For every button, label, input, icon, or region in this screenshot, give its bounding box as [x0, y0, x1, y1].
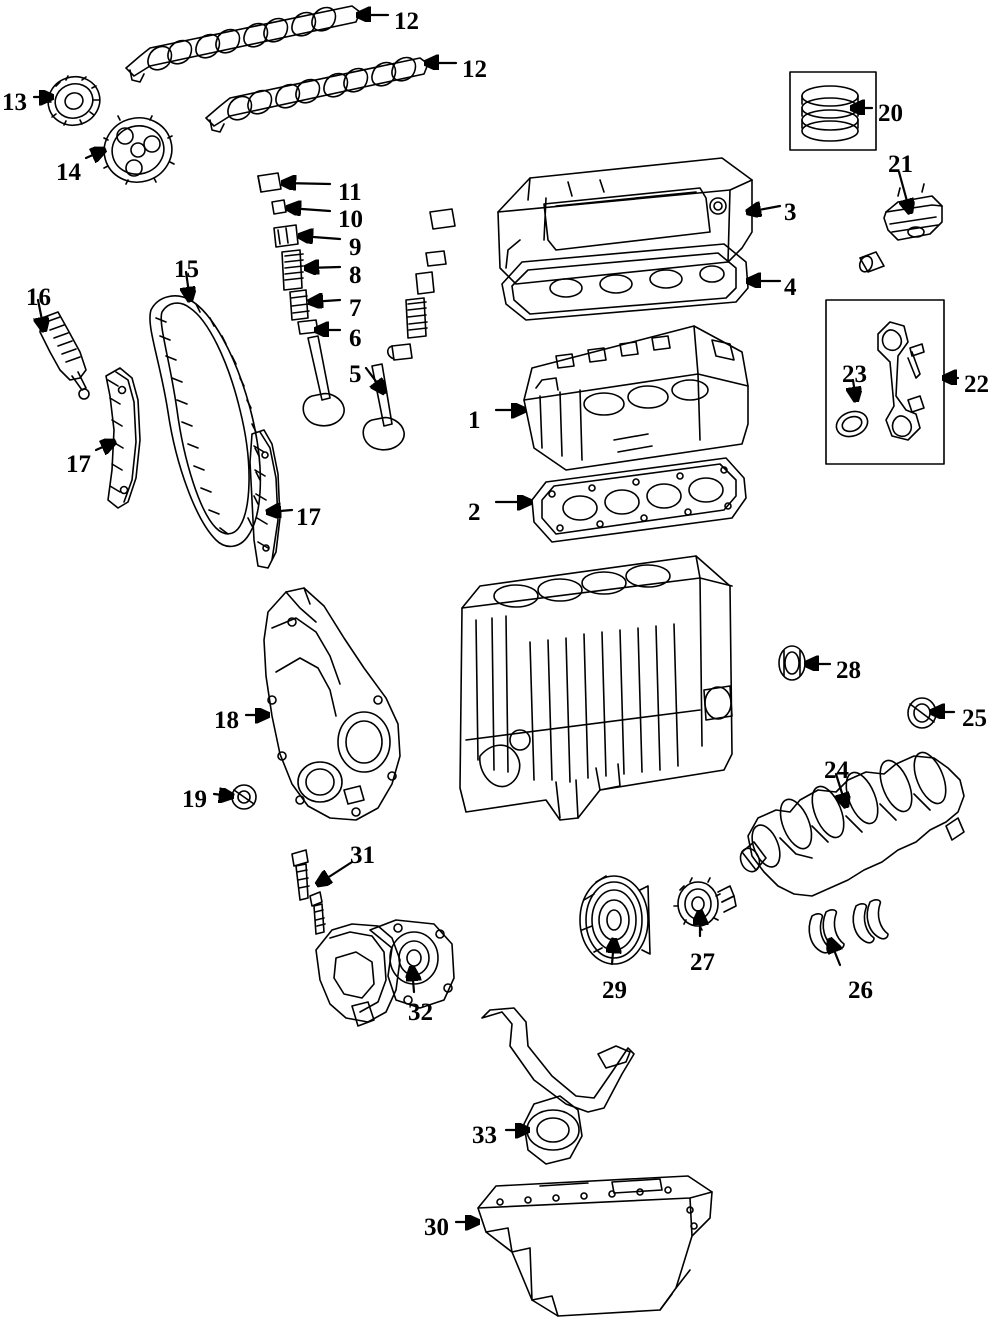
callout-12-camshaft-exhaust[interactable]: 12	[394, 8, 419, 35]
oil-pump-bolts-shape	[292, 850, 325, 934]
callout-3-valve-cover[interactable]: 3	[784, 199, 797, 226]
callout-17-chain-guide-left[interactable]: 17	[66, 451, 91, 478]
leader-line-19-crankshaft-front-seal	[214, 794, 232, 796]
cylinder-head-gasket-shape	[532, 458, 746, 542]
piston-shape	[858, 184, 942, 274]
callout-26-main-bearings[interactable]: 26	[848, 977, 873, 1004]
callout-13-camshaft-sprocket[interactable]: 13	[2, 89, 27, 116]
valve-spring-retainer-left-shape	[298, 320, 318, 334]
callout-29-crankshaft-pulley[interactable]: 29	[602, 977, 627, 1004]
leader-line-21-piston	[899, 172, 910, 212]
valve-spring-left-shape	[290, 290, 309, 320]
camshaft-exhaust-shape	[126, 6, 360, 82]
callout-5-intake-valve[interactable]: 5	[349, 361, 362, 388]
valve-keeper-right-shape	[426, 251, 446, 266]
leader-line-10-valve-keeper	[288, 208, 330, 211]
valve-guide-right-shape	[406, 298, 427, 338]
valve-guide-left-shape	[282, 250, 303, 290]
leader-line-14-camshaft-sprocket-vvt	[86, 150, 104, 158]
callout-23-connecting-rod-bearing[interactable]: 23	[842, 361, 867, 388]
callout-7-valve-spring[interactable]: 7	[349, 295, 362, 322]
valve-lifter-shim-right-shape	[430, 209, 455, 229]
oil-pump-pickup-tube-shape	[482, 1008, 634, 1164]
cylinder-head-shape	[524, 326, 748, 470]
callout-28-camshaft-plug[interactable]: 28	[836, 657, 861, 684]
crankshaft-front-seal-shape	[232, 785, 256, 809]
piston-rings-shape	[790, 72, 876, 150]
leader-line-5-intake-valve	[366, 368, 384, 392]
callout-22-connecting-rod-assembly[interactable]: 22	[964, 371, 989, 398]
valve-cover-shape	[498, 158, 752, 284]
callout-31-oil-pump-bolts[interactable]: 31	[350, 842, 375, 869]
leader-line-7-valve-spring	[310, 300, 340, 302]
leader-line-29-crankshaft-pulley	[612, 940, 614, 964]
camshaft-sprocket-shape	[42, 70, 106, 132]
engine-block-shape	[460, 556, 732, 820]
leader-line-8-valve-guide	[306, 267, 340, 268]
crankshaft-shape	[737, 748, 964, 896]
callout-14-camshaft-sprocket-vvt[interactable]: 14	[56, 159, 81, 186]
intake-valve-left-shape	[303, 336, 344, 426]
leader-line-26-main-bearings	[830, 940, 840, 965]
callout-15-timing-chain[interactable]: 15	[174, 256, 199, 283]
valve-keeper-left-shape	[272, 200, 286, 214]
camshaft-plug-shape	[779, 646, 805, 680]
camshaft-sprocket-vvt-shape	[96, 110, 179, 190]
valve-spring-retainer-right-shape	[388, 344, 412, 360]
oil-pump-shape	[316, 920, 454, 1026]
crankshaft-pulley-shape	[580, 876, 650, 964]
valve-seal-left-shape	[274, 225, 298, 247]
callout-8-valve-guide[interactable]: 8	[349, 262, 362, 289]
oil-pan-shape	[478, 1176, 712, 1316]
leader-line-32-oil-pump	[412, 968, 414, 992]
callout-19-crankshaft-front-seal[interactable]: 19	[182, 786, 207, 813]
timing-chain-shape	[150, 296, 260, 546]
chain-guide-right-shape	[250, 430, 280, 568]
main-bearings-shape	[809, 900, 888, 953]
callout-24-crankshaft[interactable]: 24	[824, 757, 849, 784]
callout-21-piston[interactable]: 21	[888, 151, 913, 178]
leader-line-9-valve-seal	[300, 236, 340, 239]
valve-seal-right-shape	[416, 272, 434, 294]
valve-lifter-shim-left-shape	[258, 173, 281, 192]
callout-16-chain-tensioner[interactable]: 16	[26, 284, 51, 311]
callout-32-oil-pump[interactable]: 32	[408, 999, 433, 1026]
leader-line-17-chain-guide-left	[96, 442, 114, 450]
chain-guide-left-shape	[106, 368, 140, 508]
callout-10-valve-keeper[interactable]: 10	[338, 206, 363, 233]
callout-6-valve-spring-retainer[interactable]: 6	[349, 325, 362, 352]
callout-4-valve-cover-gasket[interactable]: 4	[784, 274, 797, 301]
timing-chain-cover-shape	[264, 588, 400, 820]
callout-1-cylinder-head[interactable]: 1	[468, 407, 481, 434]
callout-25-crankshaft-rear-seal[interactable]: 25	[962, 705, 987, 732]
crankshaft-timing-sprocket-shape	[674, 878, 736, 930]
callout-2-cylinder-head-gasket[interactable]: 2	[468, 499, 481, 526]
leader-line-17-chain-guide-right	[268, 510, 292, 512]
callout-17-chain-guide-right[interactable]: 17	[296, 504, 321, 531]
callout-9-valve-seal[interactable]: 9	[349, 234, 362, 261]
exhaust-valve-right-shape	[363, 364, 404, 450]
callout-33-oil-pump-pickup-tube[interactable]: 33	[472, 1122, 497, 1149]
leader-line-11-valve-lifter-shim	[283, 183, 330, 184]
callout-12-camshaft-intake[interactable]: 12	[462, 56, 487, 83]
callout-27-crankshaft-timing-sprocket[interactable]: 27	[690, 949, 715, 976]
callout-18-timing-chain-cover[interactable]: 18	[214, 707, 239, 734]
leader-line-31-oil-pump-bolts	[318, 862, 352, 884]
callout-30-oil-pan[interactable]: 30	[424, 1214, 449, 1241]
callout-11-valve-lifter-shim[interactable]: 11	[338, 179, 362, 206]
chain-tensioner-shape	[40, 312, 89, 399]
camshaft-intake-shape	[206, 58, 428, 133]
callout-20-piston-rings[interactable]: 20	[878, 100, 903, 127]
